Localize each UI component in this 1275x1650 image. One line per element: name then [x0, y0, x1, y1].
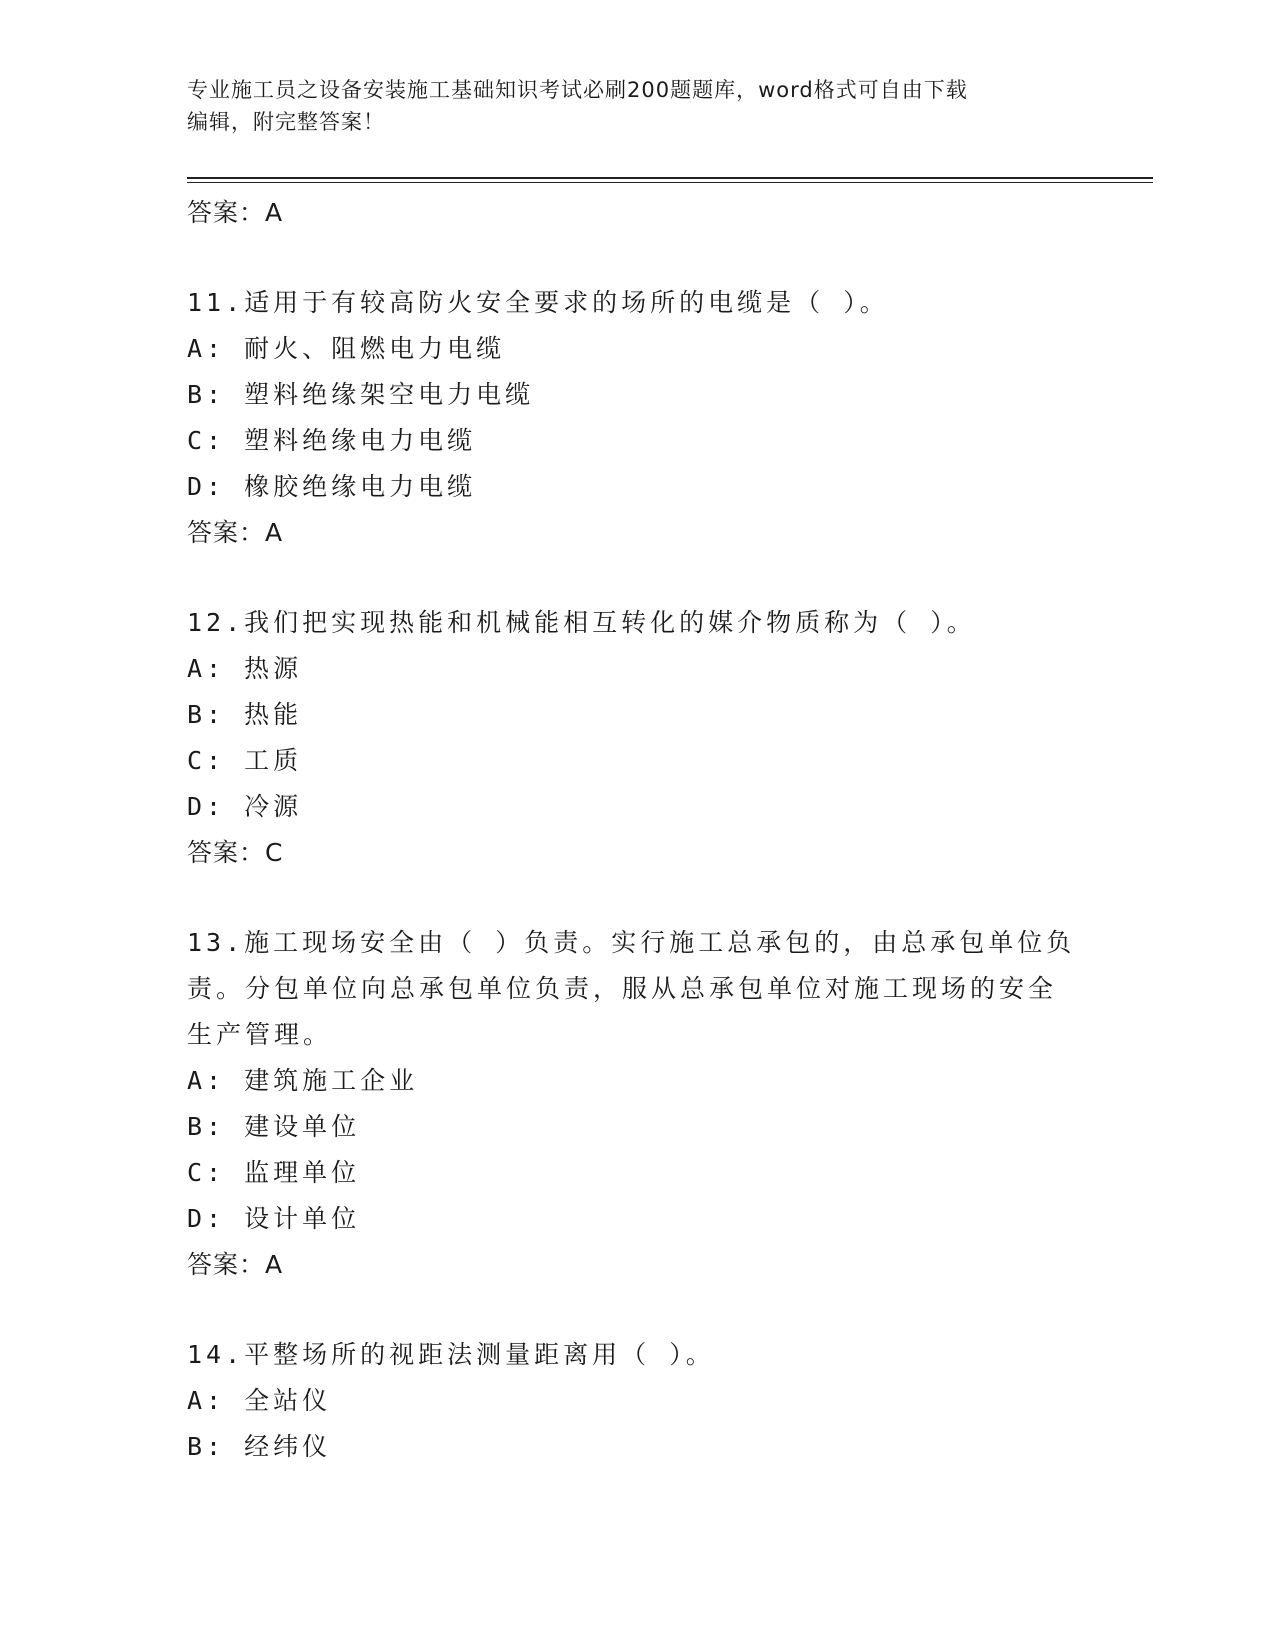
option-d: D: 设计单位 — [187, 1204, 361, 1233]
question-stem — [187, 280, 1087, 326]
question-stem-line: 12.我们把实现热能和机械能相互转化的媒介物质称为（ ）。 — [187, 608, 976, 637]
option-c: C: 监理单位 — [187, 1158, 361, 1187]
option-d: D: 冷源 — [187, 792, 303, 821]
document-header — [187, 74, 1067, 138]
option-a: A: 耐火、阻燃电力电缆 — [187, 334, 506, 363]
header-line-1: 专业施工员之设备安装施工基础知识考试必刷200题题库，word格式可自由下载 — [187, 78, 968, 102]
question-stem-line: 13.施工现场安全由（ ）负责。实行施工总承包的，由总承包单位负 — [187, 928, 1076, 957]
question-stem — [187, 1332, 1087, 1378]
option-c: C: 工质 — [187, 746, 303, 775]
question-stem-line: 11.适用于有较高防火安全要求的场所的电缆是（ ）。 — [187, 288, 889, 317]
question-stem — [187, 920, 1087, 1058]
question-11 — [187, 280, 1087, 556]
question-stem — [187, 600, 1087, 646]
option-a: A: 热源 — [187, 654, 303, 683]
question-12 — [187, 600, 1087, 876]
header-line-2: 编辑，附完整答案！ — [187, 110, 385, 134]
option-b: B: 经纬仪 — [187, 1432, 332, 1461]
option-a: A: 全站仪 — [187, 1386, 332, 1415]
answer: 答案：A — [187, 1250, 284, 1279]
answer: 答案：A — [187, 518, 284, 547]
question-list — [187, 190, 1087, 1470]
question-14 — [187, 1332, 1087, 1470]
question-stem-line: 14.平整场所的视距法测量距离用（ ）。 — [187, 1340, 715, 1369]
question-stem-line: 生产管理。 — [187, 1020, 333, 1049]
question-13 — [187, 920, 1087, 1288]
header-divider-thin — [187, 182, 1153, 183]
header-divider-thick — [187, 177, 1153, 179]
option-d: D: 橡胶绝缘电力电缆 — [187, 472, 477, 501]
question-stem-line: 责。分包单位向总承包单位负责，服从总承包单位对施工现场的安全 — [187, 974, 1058, 1003]
answer: 答案：C — [187, 838, 284, 867]
option-a: A: 建筑施工企业 — [187, 1066, 419, 1095]
option-b: B: 热能 — [187, 700, 303, 729]
option-b: B: 塑料绝缘架空电力电缆 — [187, 380, 535, 409]
previous-answer: 答案：A — [187, 198, 284, 227]
option-b: B: 建设单位 — [187, 1112, 361, 1141]
option-c: C: 塑料绝缘电力电缆 — [187, 426, 477, 455]
